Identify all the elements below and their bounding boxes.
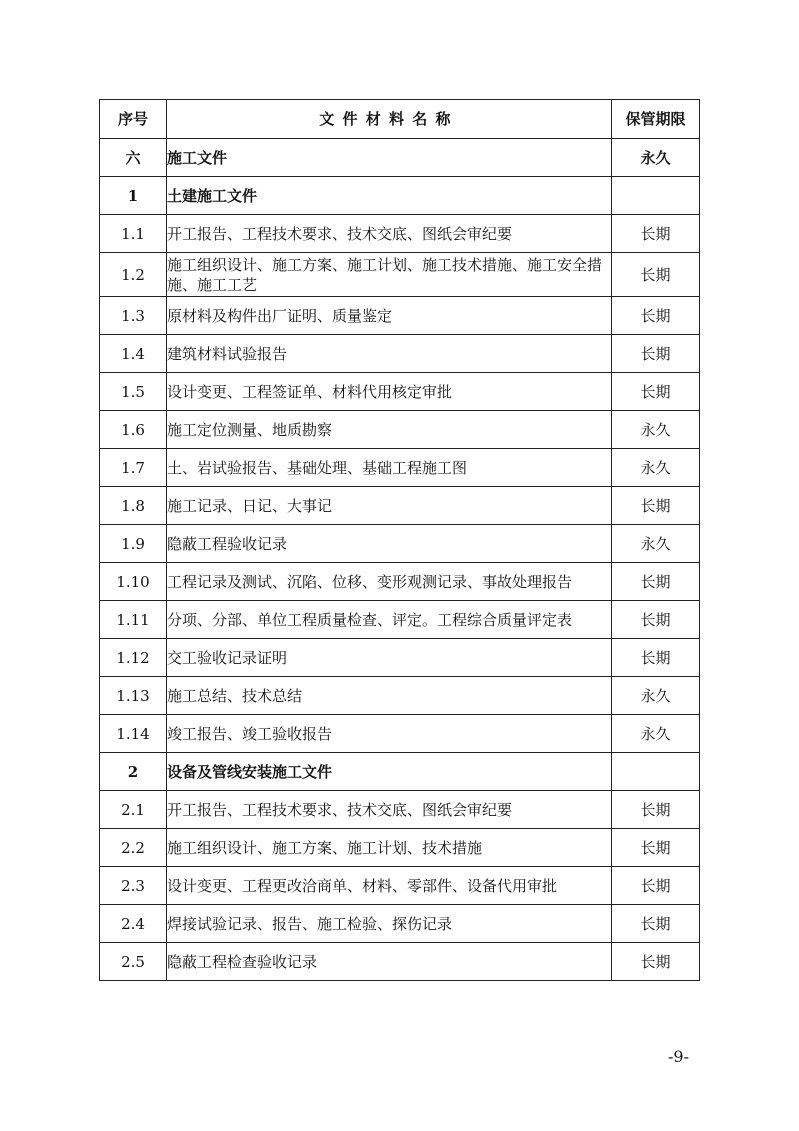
cell-period: 长期 [612,943,700,981]
cell-no: 1.5 [100,373,167,411]
cell-no: 1.3 [100,297,167,335]
cell-name: 原材料及构件出厂证明、质量鉴定 [167,297,612,335]
cell-no: 1.9 [100,525,167,563]
cell-name: 施工定位测量、地质勘察 [167,411,612,449]
cell-period: 长期 [612,905,700,943]
cell-no: 1.1 [100,215,167,253]
table-row [100,253,700,297]
cell-period: 长期 [612,639,700,677]
cell-name: 施工组织设计、施工方案、施工计划、施工技术措施、施工安全措施、施工工艺 [167,253,612,297]
table-row [100,335,700,373]
table-row [100,677,700,715]
cell-period: 长期 [612,829,700,867]
table-row [100,715,700,753]
cell-name: 设计变更、工程更改洽商单、材料、零部件、设备代用审批 [167,867,612,905]
cell-no: 1.6 [100,411,167,449]
cell-name: 施工文件 [167,139,612,177]
header-name: 文件材料名称 [167,100,612,139]
table-row [100,639,700,677]
table-row [100,215,700,253]
table-row [100,487,700,525]
archive-table [99,99,700,981]
cell-name: 工程记录及测试、沉陷、位移、变形观测记录、事故处理报告 [167,563,612,601]
cell-period: 长期 [612,601,700,639]
cell-period: 永久 [612,677,700,715]
cell-no: 六 [100,139,167,177]
cell-name: 交工验收记录证明 [167,639,612,677]
cell-no: 1.8 [100,487,167,525]
cell-no: 1.13 [100,677,167,715]
cell-period: 长期 [612,215,700,253]
cell-period: 永久 [612,411,700,449]
table-row [100,867,700,905]
cell-no: 1.7 [100,449,167,487]
header-period: 保管期限 [612,100,700,139]
cell-name: 施工总结、技术总结 [167,677,612,715]
cell-no: 1.4 [100,335,167,373]
cell-no: 1.12 [100,639,167,677]
cell-name: 建筑材料试验报告 [167,335,612,373]
table-row [100,601,700,639]
table-row [100,449,700,487]
cell-name: 开工报告、工程技术要求、技术交底、图纸会审纪要 [167,215,612,253]
cell-name: 分项、分部、单位工程质量检查、评定。工程综合质量评定表 [167,601,612,639]
table-row [100,563,700,601]
cell-period: 长期 [612,373,700,411]
cell-period: 永久 [612,525,700,563]
cell-name: 隐蔽工程检查验收记录 [167,943,612,981]
table-row [100,905,700,943]
cell-no: 2 [100,753,167,791]
cell-no: 2.1 [100,791,167,829]
cell-period [612,177,700,215]
cell-period: 长期 [612,335,700,373]
cell-period: 永久 [612,449,700,487]
section-row [100,177,700,215]
cell-no: 2.4 [100,905,167,943]
cell-name: 施工记录、日记、大事记 [167,487,612,525]
cell-name: 焊接试验记录、报告、施工检验、探伤记录 [167,905,612,943]
cell-period: 长期 [612,253,700,297]
cell-name: 土建施工文件 [167,177,612,215]
table-row [100,525,700,563]
cell-no: 1.2 [100,253,167,297]
cell-period: 长期 [612,297,700,335]
section-row [100,753,700,791]
table-row [100,297,700,335]
cell-no: 1.11 [100,601,167,639]
cell-no: 1.14 [100,715,167,753]
table-header-row [100,100,700,139]
cell-period: 长期 [612,791,700,829]
cell-name: 开工报告、工程技术要求、技术交底、图纸会审纪要 [167,791,612,829]
cell-no: 2.3 [100,867,167,905]
cell-no: 2.5 [100,943,167,981]
table-row [100,943,700,981]
cell-name: 竣工报告、竣工验收报告 [167,715,612,753]
cell-period: 长期 [612,487,700,525]
cell-name: 施工组织设计、施工方案、施工计划、技术措施 [167,829,612,867]
page-number: -9- [668,1047,689,1066]
cell-period: 长期 [612,563,700,601]
section-row [100,139,700,177]
cell-no: 2.2 [100,829,167,867]
cell-period: 长期 [612,867,700,905]
cell-no: 1 [100,177,167,215]
cell-no: 1.10 [100,563,167,601]
cell-name: 隐蔽工程验收记录 [167,525,612,563]
table-row [100,373,700,411]
table-row [100,829,700,867]
table-body [100,139,700,981]
header-no: 序号 [100,100,167,139]
cell-period: 永久 [612,139,700,177]
cell-name: 设备及管线安装施工文件 [167,753,612,791]
cell-name: 土、岩试验报告、基础处理、基础工程施工图 [167,449,612,487]
cell-period: 永久 [612,715,700,753]
table-row [100,411,700,449]
cell-period [612,753,700,791]
table-row [100,791,700,829]
cell-name: 设计变更、工程签证单、材料代用核定审批 [167,373,612,411]
